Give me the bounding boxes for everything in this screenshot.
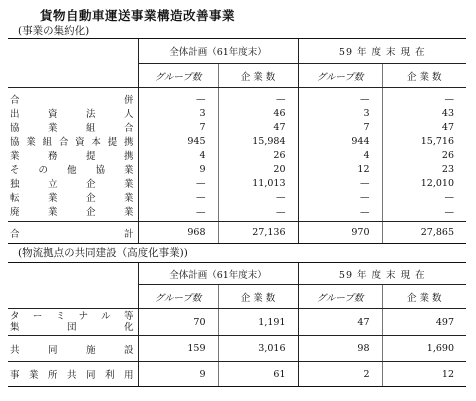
table-row: 廃業企業 — — — —	[8, 204, 466, 222]
table1-col-companies-a: 企 業 数	[218, 64, 298, 88]
table-row: 協業組合資本提携 945 15,984 944 15,716	[8, 134, 466, 148]
consolidation-table	[8, 38, 466, 244]
table2-plan-header: 全体計画（61年度末）	[138, 263, 298, 285]
table-row: 合併 — — — —	[8, 88, 466, 107]
table-row: 転業企業 — — — —	[8, 190, 466, 204]
table1-current-header: 59 年 度 末 現 在	[298, 39, 466, 64]
table2-col-companies-a: 企 業 数	[218, 285, 298, 309]
table1-header-row2	[8, 64, 466, 88]
table2-subtitle: (物流拠点の共同建設（高度化事業))	[18, 247, 188, 259]
table-row: 出資法人 3 46 3 43	[8, 106, 466, 120]
table1-col-companies-b: 企 業 数	[382, 64, 466, 88]
table2-col-companies-b: 企 業 数	[382, 285, 466, 309]
table-row: 協業組合 7 47 7 47	[8, 120, 466, 134]
table-row: 共同施設 159 3,016 98 1,690	[8, 336, 466, 362]
table-row: 業務提携 4 26 4 26	[8, 148, 466, 162]
row-label-line1: ターミナル等	[10, 311, 134, 322]
table1-subtitle: (事業の集約化)	[18, 25, 90, 37]
table1-col-groups-b: グループ数	[298, 64, 382, 88]
table1-plan-header: 全体計画（61年度末）	[138, 39, 298, 64]
document-title: 貨物自動車運送事業構造改善事業	[40, 8, 236, 23]
table2-col-groups-a: グループ数	[138, 285, 218, 309]
table2-header-row2	[8, 285, 466, 309]
total-label: 合計	[8, 222, 138, 244]
table1-total-row: 合計 968 27,136 970 27,865	[8, 222, 466, 244]
row-label-line2: 集団化	[10, 322, 134, 333]
table-row: 事業所共同利用 9 61 2 12	[8, 362, 466, 387]
table1-header-row1	[8, 39, 466, 64]
table-row: ターミナル等 集団化 70 1,191 47 497	[8, 309, 466, 336]
logistics-table	[8, 262, 466, 387]
table2-col-groups-b: グループ数	[298, 285, 382, 309]
table2-current-header: 59 年 度 末 現 在	[298, 263, 466, 285]
table-row: 独立企業 — 11,013 — 12,010	[8, 176, 466, 190]
table2-header-row1	[8, 263, 466, 285]
table1-col-groups-a: グループ数	[138, 64, 218, 88]
table-row: その他協業 9 20 12 23	[8, 162, 466, 176]
